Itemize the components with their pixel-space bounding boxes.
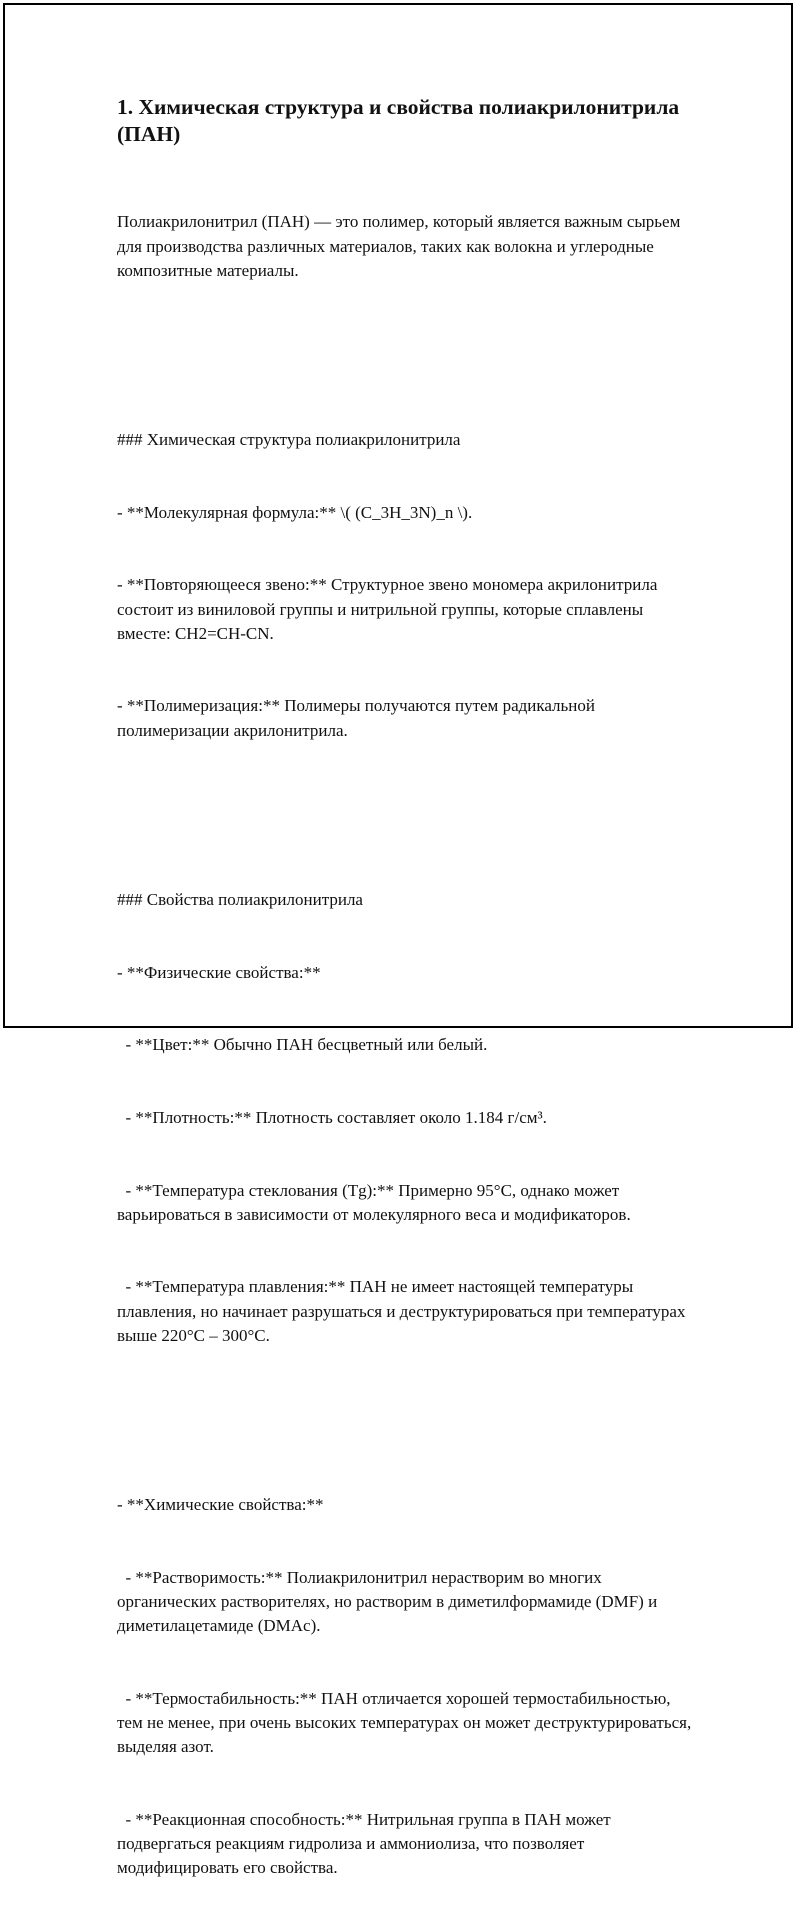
spacer — [117, 331, 697, 355]
list-item-thermostability: - **Термостабильность:** ПАН отличается хорошей термостабильностью, тем не менее, при очень высоких температурах он может деструктурироваться, выделяя азот. — [117, 1688, 696, 1757]
list-item-polymerization: - **Полимеризация:** Полимеры получаются путем радикальной полимеризации акрилонитрила. — [117, 696, 600, 740]
list-item-melting: - **Температура плавления:** ПАН не имеет настоящей температуры плавления, но начинает разрушаться и деструктурироваться при температурах выше 220°C – 300°C. — [117, 1277, 690, 1345]
section-heading-structure: ### Химическая структура полиакрилонитрила — [117, 430, 461, 450]
list-item-formula: - **Молекулярная формула:** \( (C_3H_3N)_n \). — [117, 502, 473, 522]
list-item-density: - **Плотность:** Плотность составляет около 1.184 г/см³. — [117, 1107, 547, 1127]
spacer — [117, 791, 697, 815]
document-text — [117, 162, 697, 1929]
list-item-reactivity: - **Реакционная способность:** Нитрильная группа в ПАН может подвергаться реакциям гидролиза и аммониолиза, что позволяет модифицировать его свойства. — [117, 1809, 615, 1878]
document-title: 1. Химическая структура и свойства полиакрилонитрила (ПАН) — [117, 95, 680, 146]
list-item-color: - **Цвет:** Обычно ПАН бесцветный или белый. — [117, 1035, 488, 1055]
list-item-glass-transition: - **Температура стеклования (Tg):** Примерно 95°C, однако может варьироваться в зависимости от молекулярного веса и модификаторов. — [117, 1180, 631, 1224]
list-item-repeat-unit: - **Повторяющееся звено:** Структурное звено мономера акрилонитрила состоит из виниловой группы и нитрильной группы, которые сплавлены вместе: CH2=CH-CN. — [117, 575, 662, 643]
document-body — [117, 94, 697, 1929]
list-header-chemical: - **Химические свойства:** — [117, 1495, 324, 1515]
list-item-solubility: - **Растворимость:** Полиакрилонитрил нерастворим во многих органических растворителях, но растворим в диметилформамиде (DMF) и диметилацетамиде (DMAc). — [117, 1567, 662, 1636]
spacer — [117, 1396, 697, 1420]
intro-paragraph: Полиакрилонитрил (ПАН) — это полимер, который является важным сырьем для производства различных материалов, таких как волокна и углеродные композитные материалы. — [117, 212, 685, 280]
list-header-physical: - **Физические свойства:** — [117, 962, 321, 982]
section-heading-properties: ### Свойства полиакрилонитрила — [117, 890, 363, 910]
